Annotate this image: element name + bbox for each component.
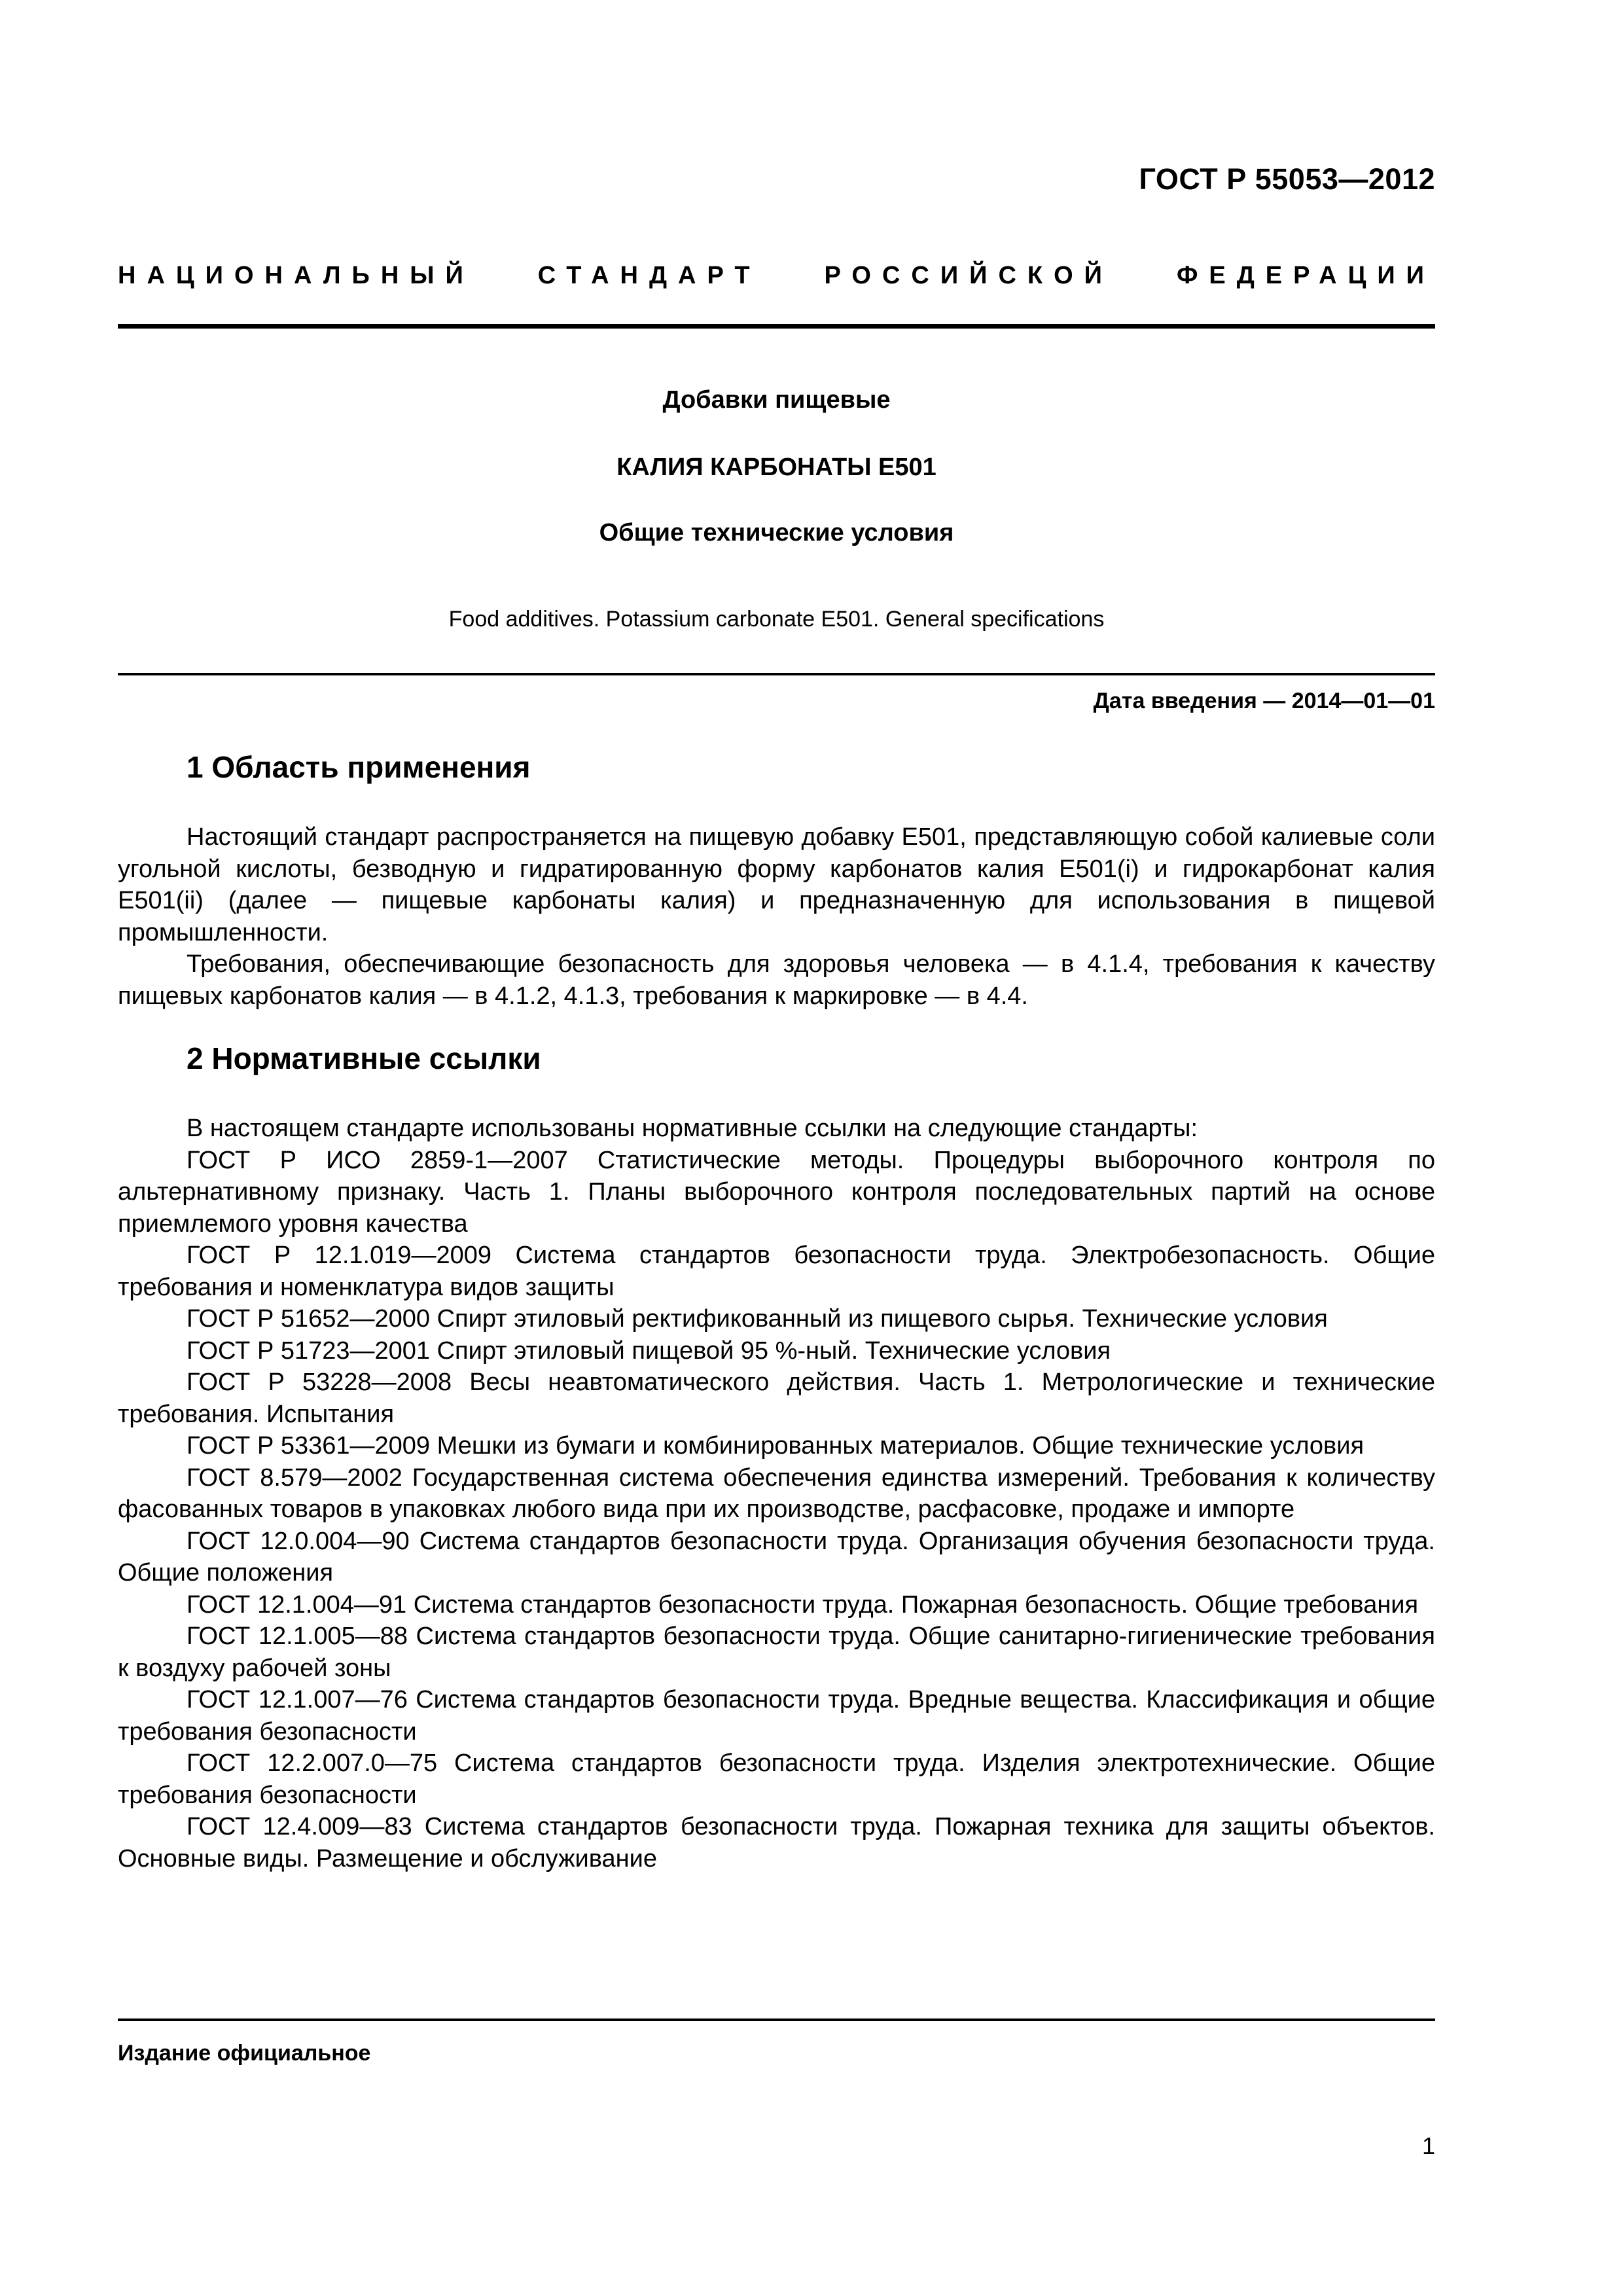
reference-item: ГОСТ 12.1.004—91 Система стандартов безопасности труда. Пожарная безопасность. Общие требования (187, 1590, 1419, 1619)
section-2-heading: 2 Нормативные ссылки (187, 1041, 541, 1075)
title-line-1: Добавки пищевые (662, 386, 891, 414)
section-2-body (118, 1113, 1435, 1874)
banner-word: РОССИЙСКОЙ (824, 262, 1113, 289)
banner-word: НАЦИОНАЛЬНЫЙ (118, 262, 474, 289)
reference-item: ГОСТ 8.579—2002 Государственная система обеспечения единства измерений. Требования к количеству фасованных товаров в упаковках любого вида при их производстве, расфасовке, продаже и импорте (118, 1463, 1435, 1523)
title-line-2: КАЛИЯ КАРБОНАТЫ Е501 (616, 454, 936, 481)
reference-item: ГОСТ 12.2.007.0—75 Система стандартов безопасности труда. Изделия электротехнические. Общие требования безопасности (118, 1749, 1435, 1809)
reference-item: ГОСТ 12.0.004—90 Система стандартов безопасности труда. Организация обучения безопасности труда. Общие положения (118, 1527, 1435, 1587)
edition-label: Издание официальное (118, 2041, 371, 2066)
banner-word: СТАНДАРТ (537, 262, 761, 289)
paragraph: В настоящем стандарте использованы нормативные ссылки на следующие стандарты: (187, 1115, 1198, 1142)
title-divider (118, 673, 1435, 675)
footer-divider (118, 2018, 1435, 2021)
header-divider (118, 324, 1435, 329)
paragraph: Настоящий стандарт распространяется на пищевую добавку Е501, представляющую собой калиевые соли угольной кислоты, безводную и гидратированную форму карбонатов калия Е501(i) и гидрокарбонат калия Е501(ii) (далее — пищевые карбонаты калия) и предназначенную для использования в пищевой промышленности. (118, 823, 1435, 946)
paragraph: Требования, обеспечивающие безопасность для здоровья человека — в 4.1.4, требования к качеству пищевых карбонатов калия — в 4.1.2, 4.1.3, требования к маркировке — в 4.4. (118, 950, 1435, 1010)
document-code: ГОСТ Р 55053—2012 (1139, 162, 1435, 196)
title-english: Food additives. Potassium carbonate E501. General specifications (448, 607, 1105, 632)
section-1-heading: 1 Область применения (187, 750, 531, 784)
reference-item: ГОСТ Р 53361—2009 Мешки из бумаги и комбинированных материалов. Общие технические условия (187, 1432, 1364, 1460)
banner-word: ФЕДЕРАЦИИ (1176, 262, 1435, 289)
section-1-body (118, 821, 1435, 1012)
reference-item: ГОСТ Р ИСО 2859-1—2007 Статистические методы. Процедуры выборочного контроля по альтернативному признаку. Часть 1. Планы выборочного контроля последовательных партий на основе приемлемого уровня качества (118, 1146, 1435, 1238)
reference-item: ГОСТ 12.1.005—88 Система стандартов безопасности труда. Общие санитарно-гигиенические требования к воздуху рабочей зоны (118, 1623, 1435, 1682)
reference-item: ГОСТ Р 51723—2001 Спирт этиловый пищевой 95 %-ный. Технические условия (187, 1336, 1111, 1365)
national-standard-banner (118, 262, 1435, 290)
reference-item: ГОСТ 12.4.009—83 Система стандартов безопасности труда. Пожарная техника для защиты объектов. Основные виды. Размещение и обслуживание (118, 1813, 1435, 1873)
introduction-date: Дата введения — 2014—01—01 (1093, 689, 1435, 713)
reference-item: ГОСТ Р 53228—2008 Весы неавтоматического действия. Часть 1. Метрологические и технические требования. Испытания (118, 1369, 1435, 1428)
reference-item: ГОСТ Р 12.1.019—2009 Система стандартов безопасности труда. Электробезопасность. Общие требования и номенклатура видов защиты (118, 1242, 1435, 1301)
reference-item: ГОСТ 12.1.007—76 Система стандартов безопасности труда. Вредные вещества. Классификация и общие требования безопасности (118, 1686, 1435, 1746)
page-number: 1 (1421, 2132, 1435, 2159)
reference-item: ГОСТ Р 51652—2000 Спирт этиловый ректификованный из пищевого сырья. Технические условия (187, 1305, 1328, 1333)
title-line-3: Общие технические условия (599, 519, 954, 547)
